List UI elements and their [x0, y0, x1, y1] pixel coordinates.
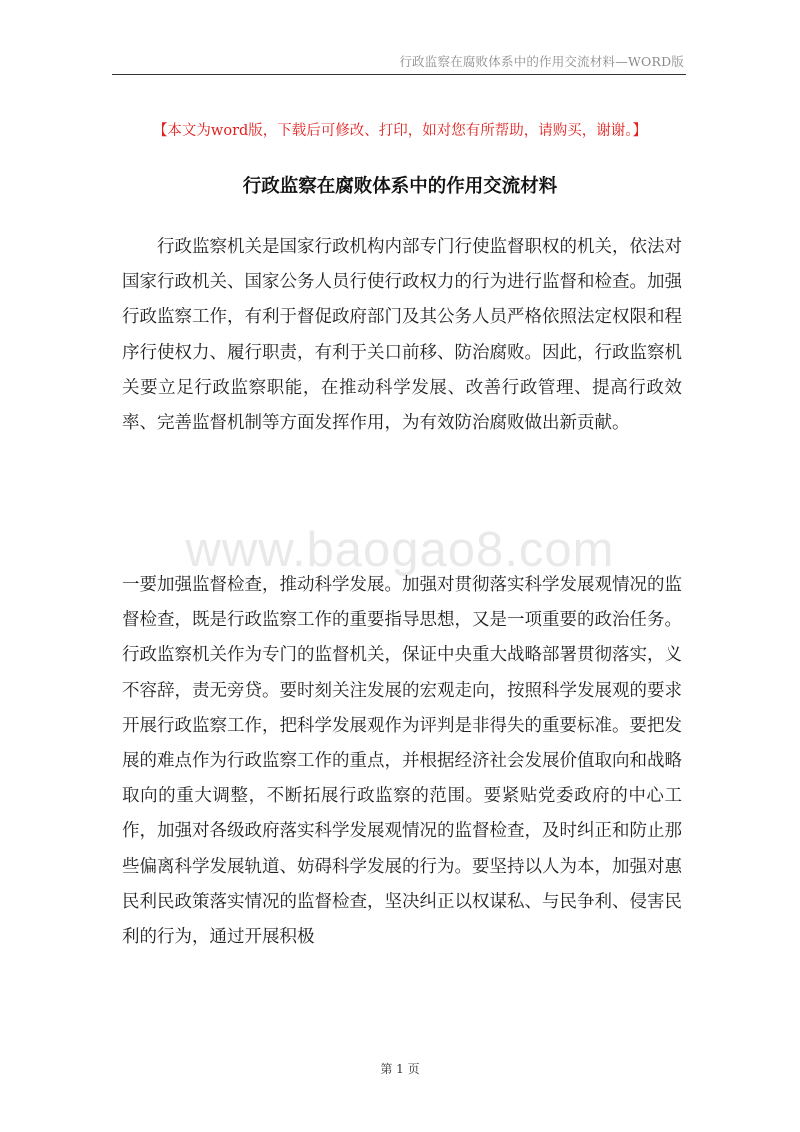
running-header: 行政监察在腐败体系中的作用交流材料—WORD版 — [399, 54, 684, 69]
document-title: 行政监察在腐败体系中的作用交流材料 — [242, 176, 558, 197]
page-number: 第 1 页 — [380, 1062, 420, 1076]
watermark-text: www.baogao8.com — [185, 523, 615, 577]
body-paragraph-1: 行政监察机关是国家行政机构内部专门行使监督职权的机关，依法对国家行政机关、国家公务人员行使行政权力的行为进行监督和检查。加强行政监察工作，有利于督促政府部门及其公务人员严格依照法定权限和程序行使权力、履行职责，有利于关口前移、防治腐败。因此，行政监察机关要立足行政监察职能，在推动科学发展、改善行政管理、提高行政效率、完善监督机制等方面发挥作用，为有效防治腐败做出新贡献。 — [122, 237, 682, 434]
header-divider — [112, 74, 686, 75]
body-paragraph-2: 一要加强监督检查，推动科学发展。加强对贯彻落实科学发展观情况的监督检查，既是行政监察工作的重要指导思想，又是一项重要的政治任务。行政监察机关作为专门的监督机关，保证中央重大战略部署贯彻落实，义不容辞，责无旁贷。要时刻关注发展的宏观走向，按照科学发展观的要求开展行政监察工作，把科学发展观作为评判是非得失的重要标准。要把发展的难点作为行政监察工作的重点，并根据经济社会发展价值取向和战略取向的重大调整，不断拓展行政监察的范围。要紧贴党委政府的中心工作，加强对各级政府落实科学发展观情况的监督检查，及时纠正和防止那些偏离科学发展轨道、妨碍科学发展的行为。要坚持以人为本，加强对惠民利民政策落实情况的监督检查，坚决纠正以权谋私、与民争利、侵害民利的行为，通过开展积极 — [122, 575, 682, 948]
purchase-notice: 【本文为word版，下载后可修改、打印，如对您有所帮助，请购买，谢谢。】 — [152, 123, 648, 139]
